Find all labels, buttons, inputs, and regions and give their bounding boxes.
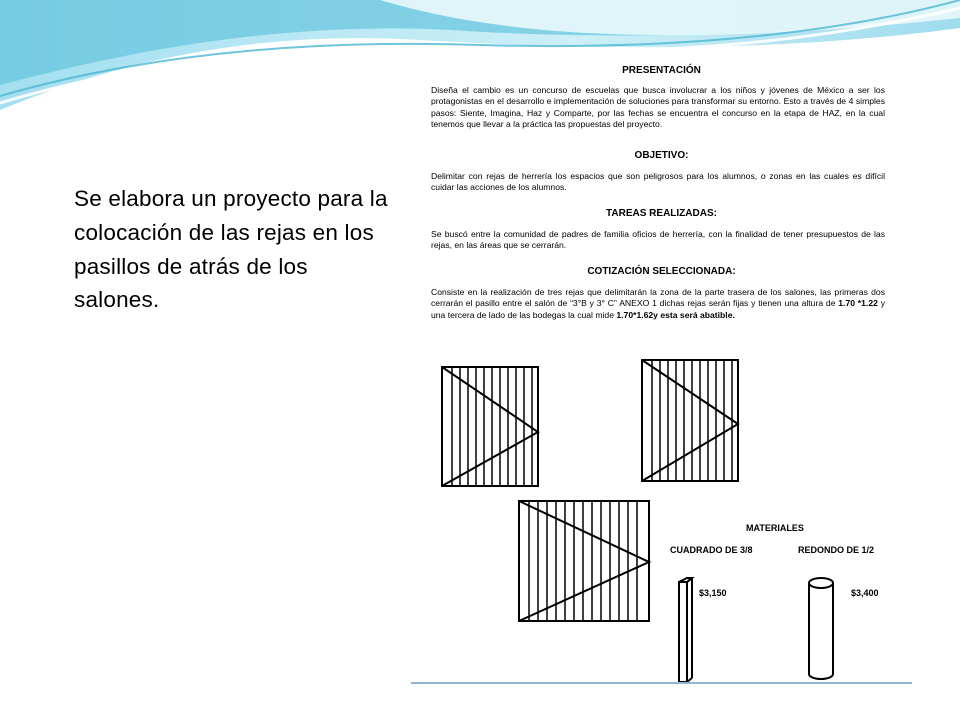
paragraph-presentacion: Diseña el cambio es un concurso de escuelas que busca involucrar a los niños y jóvenes de México a ser los protagonistas en el desarrollo e implementación de soluciones para transformar su entorno. Esto a través de 4 simples pasos: Siente, Imagina, Haz y Comparte, por las fechas se encuentra el concurso en la etapa de HAZ, en la cual tenemos que llevar a la práctica las propuestas del proyecto. bbox=[431, 85, 885, 129]
gate-drawing-1 bbox=[442, 367, 538, 486]
gate-drawing-2 bbox=[642, 360, 738, 481]
material-price-redondo: $3,400 bbox=[851, 588, 879, 598]
paragraph-tareas: Se buscó entre la comunidad de padres de familia oficios de herrería, con la finalidad de tener presupuestos de las rejas, en las áreas que se cerrarán. bbox=[431, 229, 885, 251]
heading-objetivo: OBJETIVO: bbox=[634, 150, 689, 161]
document-image bbox=[411, 52, 912, 684]
heading-presentacion: PRESENTACIÓN bbox=[622, 65, 701, 76]
cotizacion-dimension-a: 1.70 *1.22 bbox=[838, 298, 878, 309]
gate-drawings bbox=[411, 52, 912, 684]
square-bar-drawing bbox=[679, 578, 692, 682]
heading-cotizacion: COTIZACIÓN SELECCIONADA: bbox=[587, 266, 736, 277]
material-name-redondo: REDONDO DE 1/2 bbox=[798, 545, 875, 555]
cotizacion-text-a: Consiste en la realización de tres rejas que delimitarán la zona de la parte trasera de los salones, las primeras dos cerrarán el pasillo entre el salón de “3°B y 3° C” ANEXO 1 dichas rejas serán fijas y tienen una altura de bbox=[431, 287, 885, 309]
material-price-cuadrado: $3,150 bbox=[699, 588, 727, 598]
paragraph-objetivo: Delimitar con rejas de herrería los espacios que son peligrosos para los alumnos, o zonas en las cuales es difícil cuidar las acciones de los alumnos. bbox=[431, 171, 885, 193]
cotizacion-text-b: y una tercera de lado de las bodegas la cual mide bbox=[431, 298, 885, 320]
gate-drawing-3 bbox=[519, 501, 649, 621]
material-name-cuadrado: CUADRADO DE 3/8 bbox=[670, 545, 753, 555]
document-bottom-border bbox=[411, 682, 912, 684]
cotizacion-dimension-b: 1.70*1.62y esta será abatible. bbox=[616, 309, 735, 320]
slide-description-text: Se elabora un proyecto para la colocación de las rejas en los pasillos de atrás de los salones. bbox=[74, 186, 388, 313]
round-bar-drawing bbox=[809, 578, 833, 679]
heading-tareas: TAREAS REALIZADAS: bbox=[606, 208, 717, 219]
materiales-title: MATERIALES bbox=[746, 523, 804, 533]
